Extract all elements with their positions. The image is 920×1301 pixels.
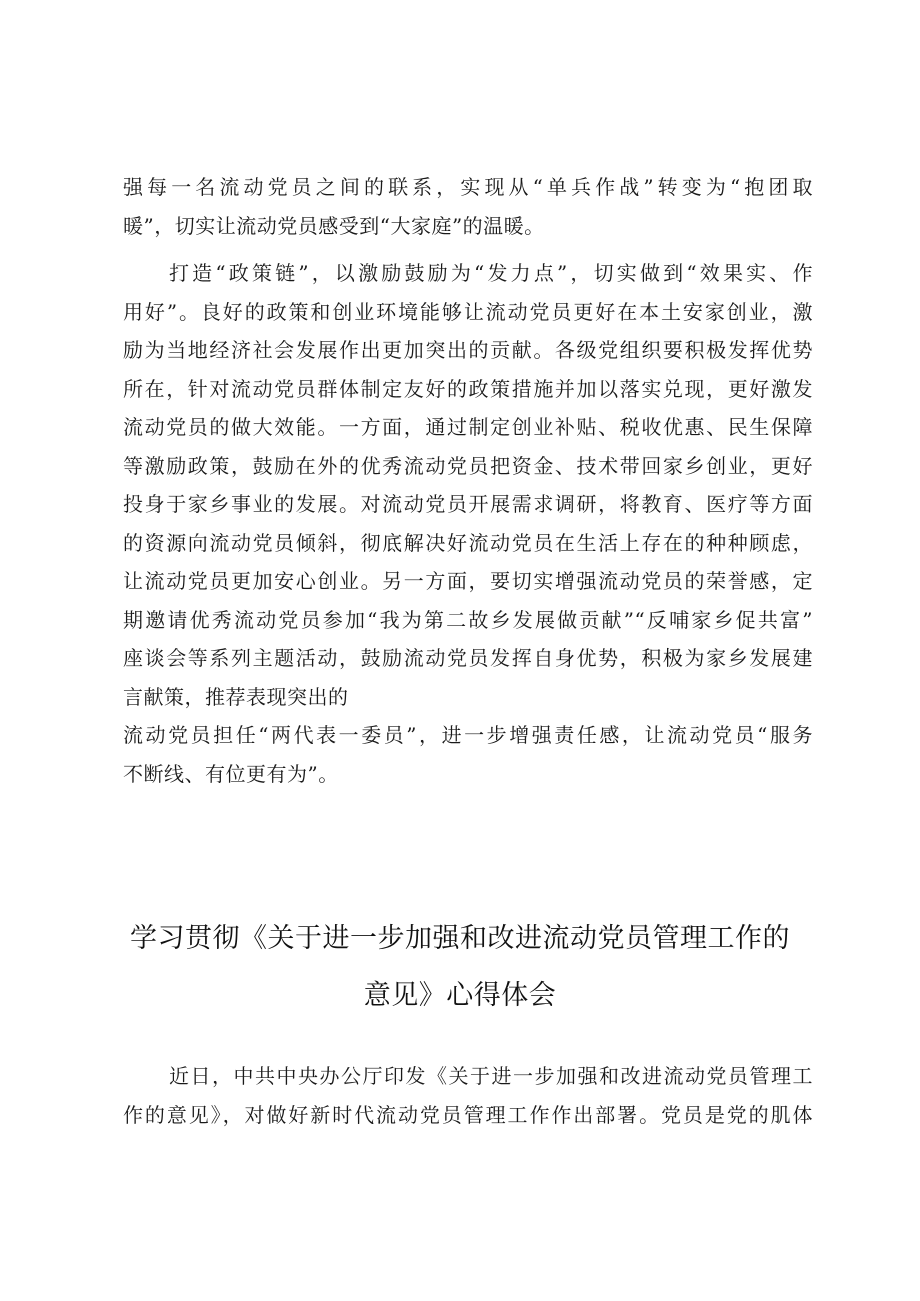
paragraph-line: 用好”。良好的政策和创业环境能够让流动党员更好在本土安家创业，激 xyxy=(123,299,813,324)
paragraph-line: 励为当地经济社会发展作出更加突出的贡献。各级党组织要积极发挥优势 xyxy=(123,338,813,362)
paragraph-line: 所在，针对流动党员群体制定友好的政策措施并加以落实兑现，更好激发 xyxy=(123,376,813,401)
continued-paragraph xyxy=(123,168,813,245)
paragraph-line: 流动党员的做大效能。一方面，通过制定创业补贴、税收优惠、民生保障 xyxy=(123,415,813,439)
paragraph-line: 近日，中共中央办公厅印发《关于进一步加强和改进流动党员管理工 xyxy=(169,1064,813,1088)
paragraph-line: 言献策，推荐表现突出的 xyxy=(123,684,349,709)
paragraph-line: 打造“政策链”，以激励鼓励为“发力点”，切实做到“效果实、作 xyxy=(169,261,813,285)
article-title xyxy=(60,910,860,1024)
paragraph-line: 等激励政策，鼓励在外的优秀流动党员把资金、技术带回家乡创业，更好 xyxy=(123,453,813,478)
paragraph-line: 座谈会等系列主题活动，鼓励流动党员发挥自身优势，积极为家乡发展建 xyxy=(123,646,813,670)
paragraph-line: 的资源向流动党员倾斜，彻底解决好流动党员在生活上存在的种种顾虑， xyxy=(123,530,813,555)
paragraph-line: 暖”，切实让流动党员感受到“大家庭”的温暖。 xyxy=(123,213,545,238)
paragraph-line: 流动党员担任“两代表一委员”，进一步增强责任感，让流动党员“服务 xyxy=(123,723,813,747)
intro-paragraph xyxy=(123,1057,813,1134)
paragraph-line: 不断线、有位更有为”。 xyxy=(123,761,339,786)
paragraph-line: 作的意见》，对做好新时代流动党员管理工作作出部署。党员是党的肌体 xyxy=(123,1102,813,1127)
policy-paragraph xyxy=(123,254,813,793)
paragraph-line: 期邀请优秀流动党员参加“我为第二故乡发展做贡献”“反哺家乡促共富” xyxy=(123,607,813,632)
paragraph-line: 让流动党员更加安心创业。另一方面，要切实增强流动党员的荣誉感，定 xyxy=(123,569,813,593)
paragraph-line: 投身于家乡事业的发展。对流动党员开展需求调研，将教育、医疗等方面 xyxy=(123,492,813,516)
paragraph-line: 强每一名流动党员之间的联系，实现从“单兵作战”转变为“抱团取 xyxy=(123,175,813,199)
title-line: 意见》心得体会 xyxy=(363,980,557,1011)
title-line: 学习贯彻《关于进一步加强和改进流动党员管理工作的 xyxy=(130,923,790,954)
